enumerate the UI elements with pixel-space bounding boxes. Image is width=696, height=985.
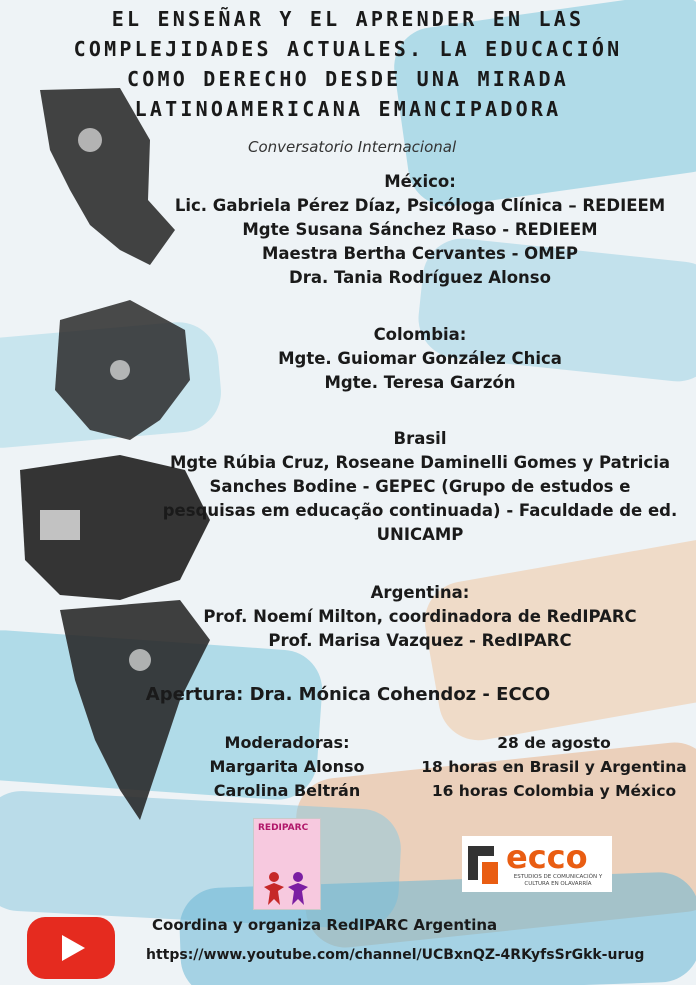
organizer-line: Coordina y organiza RedIPARC Argentina (152, 916, 498, 934)
moderadoras-label: Moderadoras: (224, 733, 350, 752)
moderadoras-block (196, 731, 378, 803)
speaker-line: Lic. Gabriela Pérez Díaz, Psicóloga Clínica – REDIEEM (174, 196, 666, 215)
speaker-line: Mgte. Guiomar González Chica (278, 349, 562, 368)
ecco-subtitle: ESTUDIOS DE COMUNICACIÓN Y CULTURA EN OLAVARRÍA (513, 874, 603, 887)
title-line: COMPLEJIDADES ACTUALES. LA EDUCACIÓN (73, 37, 623, 61)
ecco-mark-icon (464, 840, 504, 890)
speaker-line: Mgte Rúbia Cruz, Roseane Daminelli Gomes y Patricia (169, 453, 671, 472)
colombia-section (150, 323, 690, 395)
speaker-line: pesquisas em educação continuada) - Faculdade de ed. (162, 501, 678, 520)
speaker-line: Mgte Susana Sánchez Raso - REDIEEM (242, 220, 598, 239)
title-line: LATINOAMERICANA EMANCIPADORA (134, 97, 562, 121)
event-subtitle: Conversatorio Internacional (248, 138, 457, 156)
ecco-wordmark: ecco (506, 838, 588, 876)
event-title (0, 4, 696, 124)
play-triangle-icon (27, 917, 115, 979)
speaker-line: Prof. Noemí Milton, coordinadora de RedIPARC (203, 607, 637, 626)
rediparc-logo (253, 818, 321, 910)
country-heading-argentina: Argentina: (370, 583, 470, 602)
moderadora-name: Margarita Alonso (209, 757, 365, 776)
rediparc-logo-text: REDIPARC (258, 823, 309, 833)
speaker-line: Mgte. Teresa Garzón (324, 373, 516, 392)
speaker-line: Sanches Bodine - GEPEC (Grupo de estudos e (209, 477, 631, 496)
title-line: EL ENSEÑAR Y EL APRENDER EN LAS (111, 7, 585, 31)
speaker-line: UNICAMP (376, 525, 464, 544)
event-time: 18 horas en Brasil y Argentina (421, 758, 687, 776)
mexico-section (150, 170, 690, 290)
schedule-block (418, 731, 690, 803)
title-line: COMO DERECHO DESDE UNA MIRADA (127, 67, 569, 91)
speaker-line: Maestra Bertha Cervantes - OMEP (261, 244, 578, 263)
speaker-line: Dra. Tania Rodríguez Alonso (289, 268, 551, 287)
event-date: 28 de agosto (497, 734, 611, 752)
argentina-section (150, 581, 690, 653)
ecco-logo (462, 836, 612, 892)
apertura-line: Apertura: Dra. Mónica Cohendoz - ECCO (145, 684, 551, 705)
event-time: 16 horas Colombia y México (431, 782, 677, 800)
country-heading-colombia: Colombia: (373, 325, 467, 344)
country-heading-mexico: México: (384, 172, 456, 191)
brasil-section (145, 427, 695, 547)
moderadora-name: Carolina Beltrán (213, 781, 361, 800)
youtube-play-icon[interactable] (27, 917, 115, 979)
youtube-url-link[interactable]: https://www.youtube.com/channel/UCBxnQZ-4RKyfsSrGkk-urug (146, 947, 645, 963)
speaker-line: Prof. Marisa Vazquez - RedIPARC (268, 631, 572, 650)
country-heading-brasil: Brasil (393, 429, 447, 448)
people-figures-icon (254, 819, 320, 909)
